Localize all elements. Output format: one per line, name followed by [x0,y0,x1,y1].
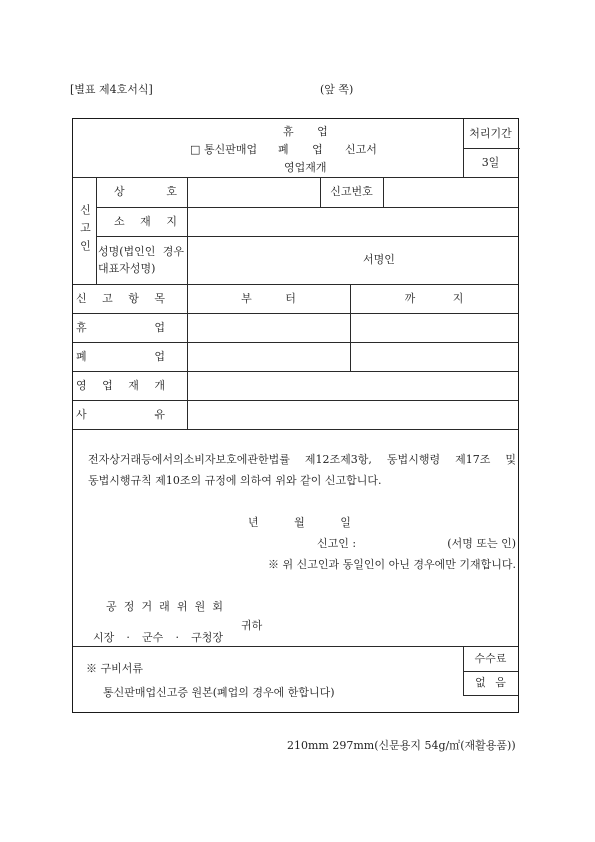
signature-hint: (서명 또는 인) [447,537,516,550]
checkbox-icon: □ [190,143,201,156]
address-value [187,207,518,236]
paper-spec: 210mm 297mm(신문용지 54g/㎡(재활용품)) [287,739,516,752]
declaration-block [73,429,518,646]
declarant-signature-label: 신고인 : [317,537,357,550]
attachments-heading: ※ 구비서류 [86,662,144,675]
trade-name-label: 상 호 [114,185,177,198]
recipient-local-gov: 시장 · 군수 · 구청장 [93,631,223,644]
suspend-row-label: 휴 업 [76,321,165,334]
table-rule-h [463,695,518,696]
to-date-header: 까 지 [404,292,464,305]
suspend-from-value [187,313,350,342]
trade-name-value [187,177,320,207]
suspend-to-value [350,313,518,342]
form-number: [별표 제4호서식] [70,83,153,96]
resume-value [187,371,518,400]
title-document-type: 신고서 [345,143,377,156]
processing-period-label: 처리기간 [469,127,512,140]
fee-label: 수수료 [474,652,507,665]
honorific: 귀하 [241,619,263,632]
representative-name-value [187,236,518,284]
declarant-section-label: 신고인 [78,203,92,258]
title-business-type: 통신판매업 [204,143,258,156]
close-from-value [187,342,350,371]
declarant-section [73,177,96,284]
report-form [72,118,519,713]
processing-period-value: 3일 [481,156,500,169]
form-title [73,119,463,177]
title-option-resume: 영업재개 [284,161,327,174]
title-option-suspend: 휴 업 [283,125,328,138]
close-row-label: 폐 업 [76,350,165,363]
from-date-header: 부 터 [241,292,296,305]
reason-row-label: 사 유 [76,408,165,421]
report-number-label: 신고번호 [330,185,373,198]
resume-row-label: 영 업 재 개 [76,379,165,392]
report-items-header: 신 고 항 목 [76,292,165,305]
close-to-value [350,342,518,371]
representative-name-label: 성명(법인인 경우 대표자성명) [98,245,184,275]
statement-line-1: 전자상거래등에서의소비자보호에관한법률 제12조제3항, 동법시행령 제17조 및 [88,453,516,466]
attachments-item: 통신판매업신고증 원본(폐업의 경우에 한합니다) [103,686,335,699]
report-number-value [383,177,518,207]
title-option-close: 폐 업 [278,143,323,156]
statement-line-2: 동법시행규칙 제10조의 규정에 의하여 위와 같이 신고합니다. [88,474,382,487]
address-label: 소 재 지 [114,215,177,228]
declarant-note: ※ 위 신고인과 동일인이 아닌 경우에만 기재합니다. [268,558,516,571]
page-side-label: (앞 쪽) [320,83,354,96]
reason-value [187,400,518,429]
fee-value: 없 음 [475,676,506,689]
attachments-section [73,646,518,712]
date-line: 년 월 일 [248,516,351,529]
recipient-ftc: 공 정 거 래 위 원 회 [106,600,223,613]
signature-label: 서명인 [363,253,395,266]
